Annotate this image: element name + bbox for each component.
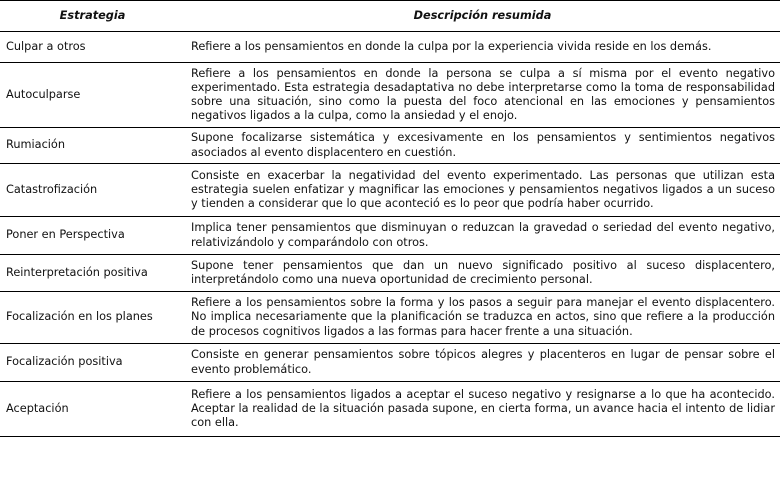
description-cell: Consiste en exacerbar la negatividad del evento experimentado. Las personas que utilizan esta estrategia suelen enfatizar y magnificar las emociones y pensamientos negativos ligados a un suceso y tienden a considerar que lo que aconteció es lo peor que podría haber ocurrido. xyxy=(185,164,780,217)
table-row xyxy=(0,128,780,164)
strategy-cell: Reinterpretación positiva xyxy=(0,255,185,292)
strategy-cell: Focalización positiva xyxy=(0,344,185,382)
description-cell: Refiere a los pensamientos sobre la forma y los pasos a seguir para manejar el evento displacentero. No implica necesariamente que la planificación se traduzca en actos, sino que refiere a la producción de procesos cognitivos ligados a las formas para hacer frente a una situación. xyxy=(185,292,780,344)
header-row xyxy=(0,1,780,32)
table-row xyxy=(0,32,780,63)
table-row xyxy=(0,217,780,255)
strategy-cell: Rumiación xyxy=(0,128,185,164)
description-cell: Refiere a los pensamientos en donde la culpa por la experiencia vivida reside en los demás. xyxy=(185,32,780,63)
table-body xyxy=(0,32,780,437)
table-row xyxy=(0,63,780,128)
strategy-cell: Aceptación xyxy=(0,382,185,437)
description-cell: Refiere a los pensamientos en donde la persona se culpa a sí misma por el evento negativo experimentado. Esta estrategia desadaptativa no debe interpretarse como la toma de responsabilidad sobre una situación, sino como la puesta del foco atencional en las emociones y pensamientos negativos ligados a la culpa, como la ansiedad y el enojo. xyxy=(185,63,780,128)
table-row xyxy=(0,344,780,382)
table-header xyxy=(0,1,780,32)
table-row xyxy=(0,292,780,344)
table-row xyxy=(0,255,780,292)
description-cell: Refiere a los pensamientos ligados a aceptar el suceso negativo y resignarse a lo que ha acontecido. Aceptar la realidad de la situación pasada supone, en cierta forma, un avance hacia el intento de lidiar con ella. xyxy=(185,382,780,437)
description-cell: Supone tener pensamientos que dan un nuevo significado positivo al suceso displacentero, interpretándolo como una nueva oportunidad de crecimiento personal. xyxy=(185,255,780,292)
header-description: Descripción resumida xyxy=(185,1,780,32)
strategy-cell: Culpar a otros xyxy=(0,32,185,63)
strategy-cell: Autoculparse xyxy=(0,63,185,128)
header-strategy: Estrategia xyxy=(0,1,185,32)
description-cell: Supone focalizarse sistemática y excesivamente en los pensamientos y sentimientos negativos asociados al evento displacentero en cuestión. xyxy=(185,128,780,164)
table-row xyxy=(0,164,780,217)
description-cell: Implica tener pensamientos que disminuyan o reduzcan la gravedad o seriedad del evento negativo, relativizándolo y comparándolo con otros. xyxy=(185,217,780,255)
table-row xyxy=(0,382,780,437)
strategy-cell: Focalización en los planes xyxy=(0,292,185,344)
strategy-cell: Poner en Perspectiva xyxy=(0,217,185,255)
strategy-cell: Catastrofización xyxy=(0,164,185,217)
description-cell: Consiste en generar pensamientos sobre tópicos alegres y placenteros en lugar de pensar sobre el evento problemático. xyxy=(185,344,780,382)
